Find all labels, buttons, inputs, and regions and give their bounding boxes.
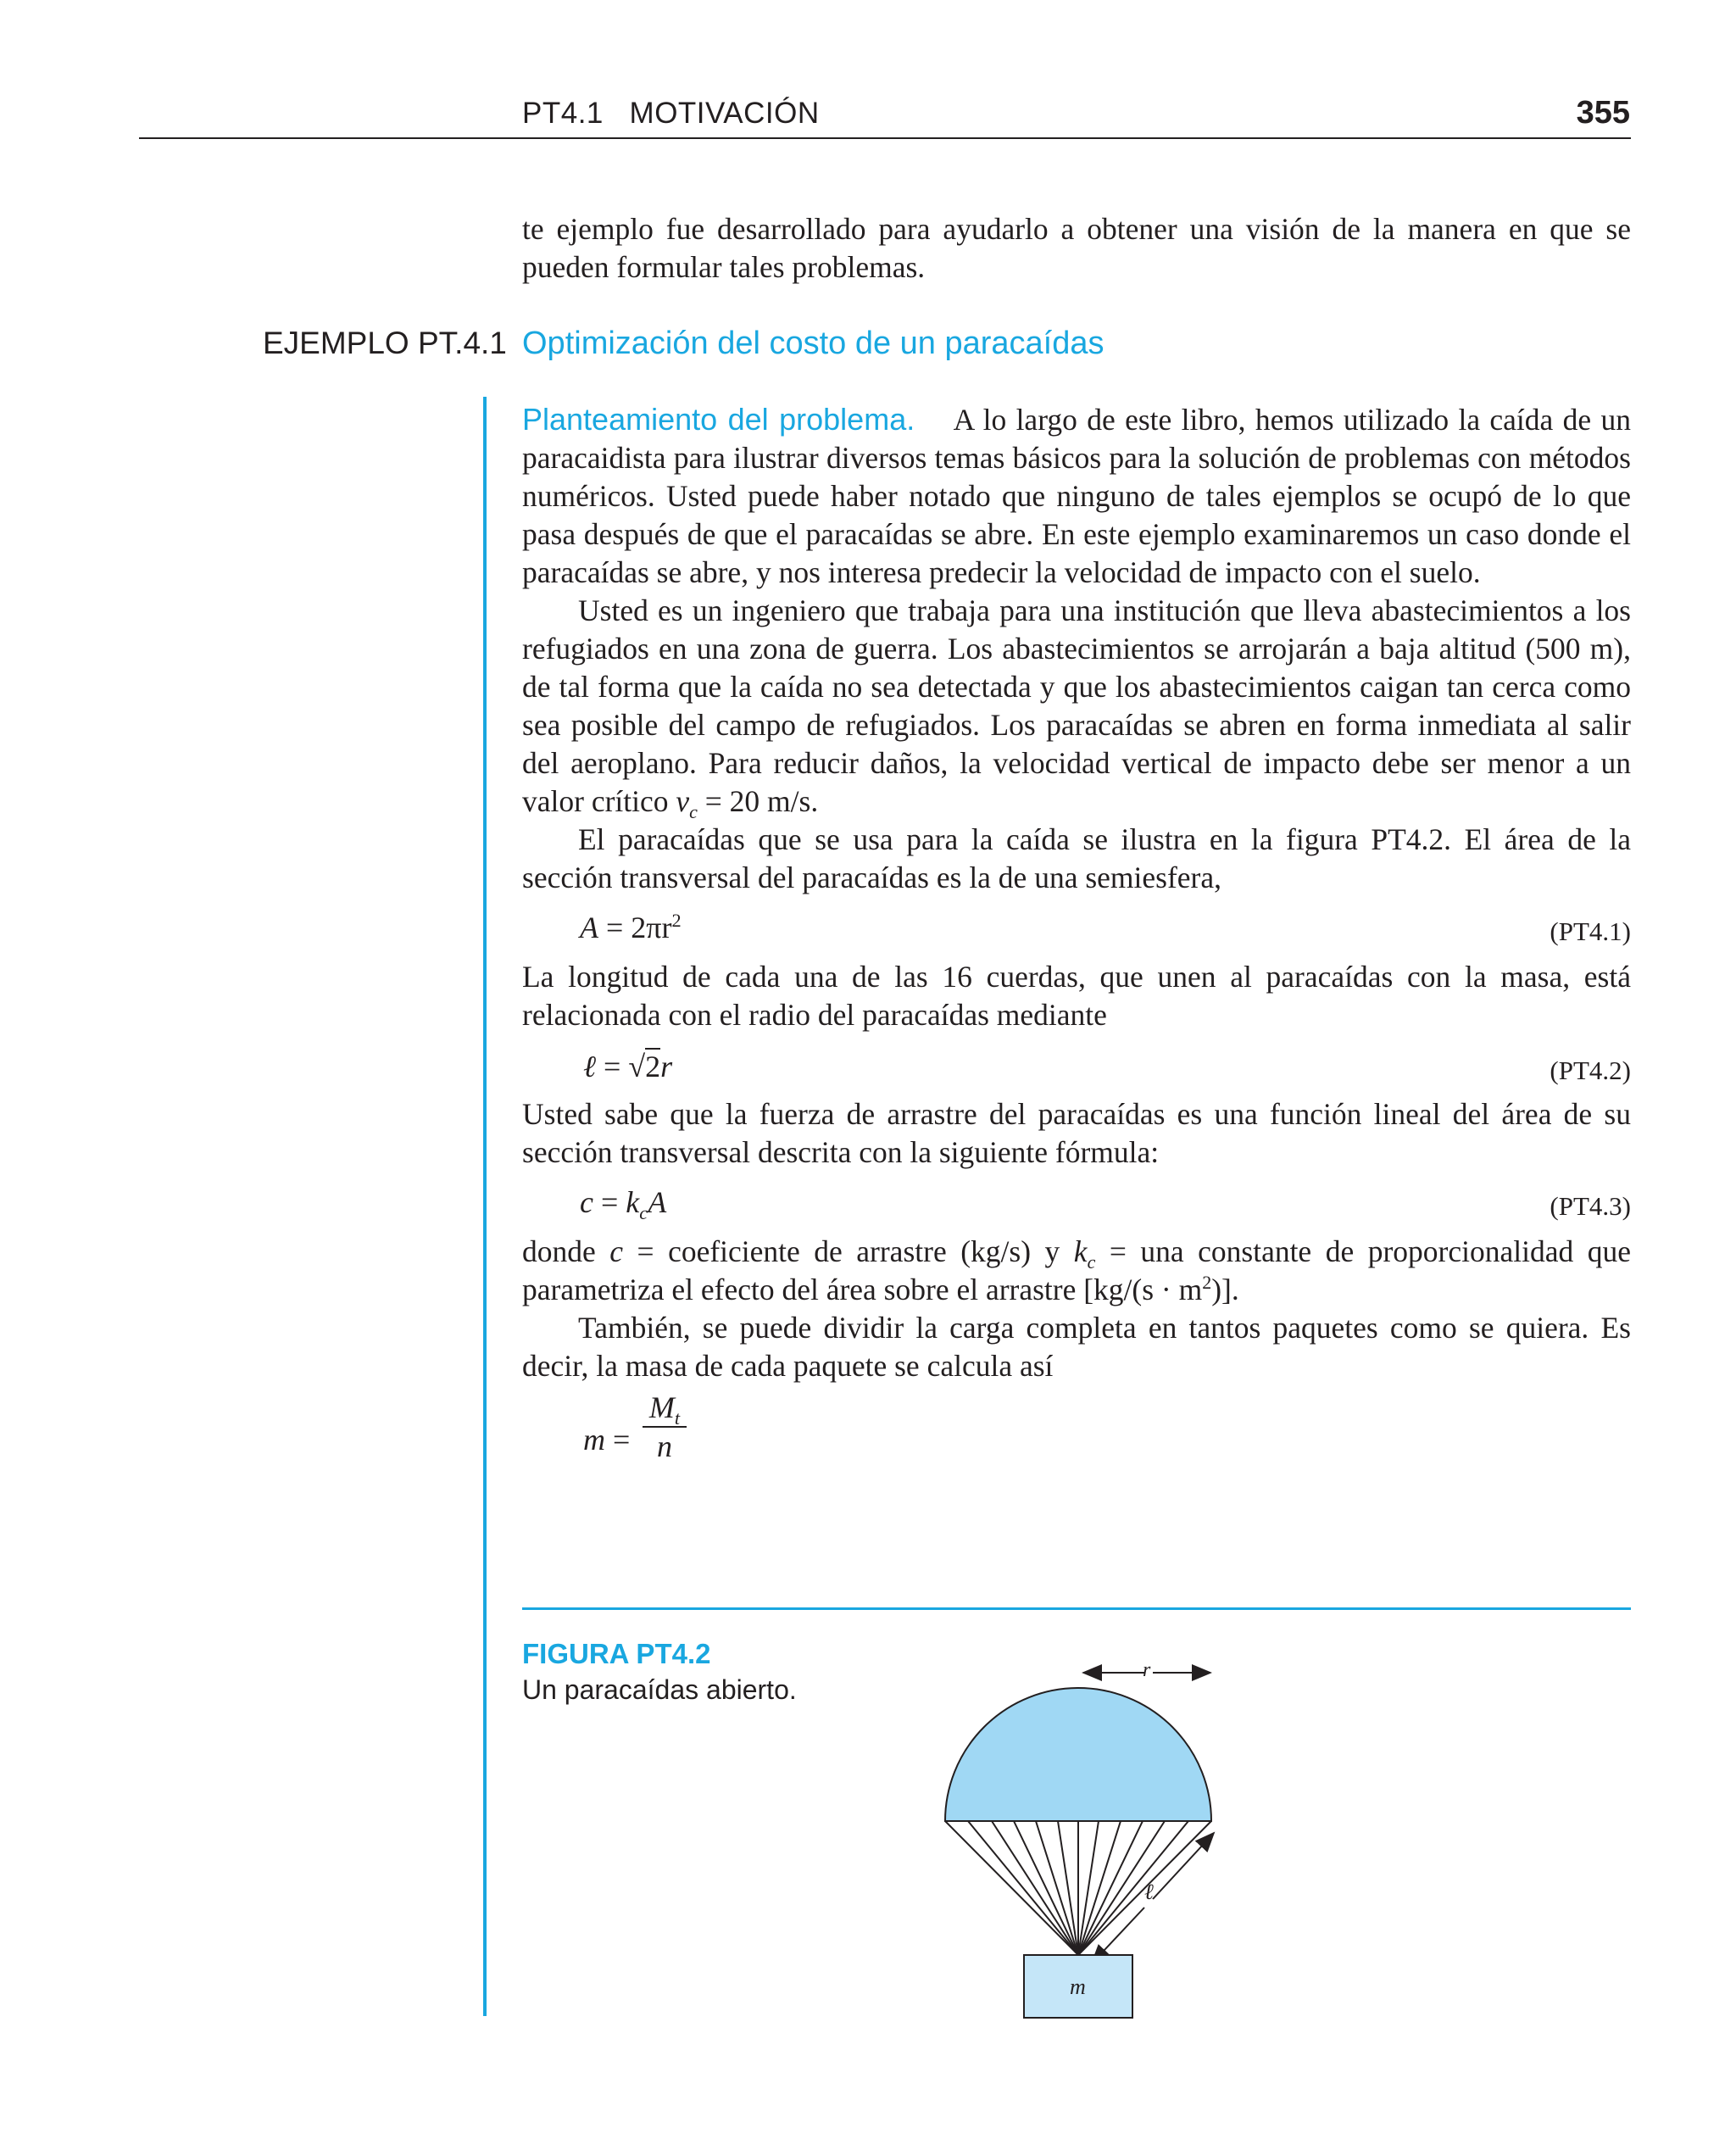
suspension-cords xyxy=(945,1821,1211,1955)
eq4-fraction xyxy=(643,1389,687,1465)
canopy-hemisphere xyxy=(945,1688,1211,1821)
critical-velocity-var: v xyxy=(676,784,690,818)
eq4-numerator xyxy=(643,1389,687,1428)
eq3-eq: = xyxy=(593,1185,626,1219)
eq2-lhs: ℓ xyxy=(583,1050,596,1083)
figure-caption: Un paracaídas abierto. xyxy=(522,1674,797,1705)
figure-rule xyxy=(522,1607,1631,1610)
problem-heading: Planteamiento del problema. xyxy=(522,402,915,437)
eq2-number: (PT4.2) xyxy=(1550,1056,1631,1085)
critical-velocity-sub: c xyxy=(689,801,698,823)
paragraph-1 xyxy=(522,400,1631,592)
parachute-figure xyxy=(915,1645,1238,2035)
page-number: 355 xyxy=(1576,95,1630,131)
cord-length-label: ℓ xyxy=(1144,1880,1154,1904)
eq4-lhs: m xyxy=(583,1423,605,1457)
eq3-k: k xyxy=(626,1185,640,1219)
paragraph-2 xyxy=(522,592,1631,821)
radius-label: r xyxy=(1143,1659,1151,1681)
example-label: EJEMPLO PT.4.1 xyxy=(263,326,507,360)
paragraph-2-text: Usted es un ingeniero que trabaja para una institución que lleva abastecimientos a los refugiados en una zona de guerra. Los abastecimientos se arrojarán a baja altitud (500 m), de tal forma que la caída no sea detectada y que los abastecimientos caigan tan cerca como sea posible del campo de refugiados. Los paracaídas se abren en forma inmediata al salir del aeroplano. Para reducir daños, la velocidad vertical de impacto debe ser menor a un valor crítico xyxy=(522,593,1631,818)
eq2-sqrt-arg: 2 xyxy=(645,1050,661,1083)
p6-var-k-sub: c xyxy=(1087,1251,1096,1273)
p6-var-c: c xyxy=(609,1234,624,1268)
example-side-bar xyxy=(483,397,487,2016)
p6-text-d: = una constante de proporcionalidad que parametriza el efecto del área sobre el arrastre [kg/(s · m xyxy=(522,1234,1631,1306)
eq1-lhs: A xyxy=(580,911,598,944)
example-title: Optimización del costo de un paracaídas xyxy=(522,326,1104,361)
header-section-title: PT4.1 MOTIVACIÓN xyxy=(522,97,820,130)
p6-sup: 2 xyxy=(1202,1272,1212,1294)
eq1-number: (PT4.1) xyxy=(1550,916,1631,946)
p6-text-b: = coeficiente de arrastre (kg/s) y xyxy=(623,1234,1074,1268)
sqrt-sign-icon: √ xyxy=(628,1050,646,1083)
paragraph-5: Usted sabe que la fuerza de arrastre del paracaídas es una función lineal del área de su sección transversal descrita con la siguiente fórmula: xyxy=(522,1097,1631,1169)
p6-text-e: )]. xyxy=(1211,1273,1239,1306)
intro-text: te ejemplo fue desarrollado para ayudarlo a obtener una visión de la manera en que se pueden formular tales problemas. xyxy=(522,212,1631,284)
equation-pt4-3 xyxy=(522,1172,1631,1233)
running-header xyxy=(522,97,820,131)
figure-label: FIGURA PT4.2 xyxy=(522,1638,711,1669)
intro-paragraph xyxy=(522,210,1631,287)
example-body xyxy=(522,400,1631,1479)
p6-var-k: k xyxy=(1073,1234,1088,1268)
eq3-A: A xyxy=(648,1185,667,1219)
eq4-denominator: n xyxy=(657,1429,672,1463)
header-rule xyxy=(139,137,1631,139)
eq3-sub: c xyxy=(639,1202,648,1224)
eq4-eq: = xyxy=(605,1423,638,1457)
eq4-num-sub: t xyxy=(674,1407,681,1429)
paragraph-7: También, se puede dividir la carga completa en tantos paquetes como se quiera. Es decir, la masa de cada paquete se calcula así xyxy=(522,1311,1631,1383)
equation-mass xyxy=(522,1385,1631,1479)
p6-text-a: donde xyxy=(522,1234,610,1268)
eq4-lhs-group xyxy=(583,1421,637,1459)
paragraph-6 xyxy=(522,1233,1631,1309)
mass-label: m xyxy=(1070,1975,1086,1999)
critical-velocity-value: = 20 m/s. xyxy=(697,784,819,818)
equation-pt4-2 xyxy=(522,1034,1631,1095)
eq2-eq: = xyxy=(596,1050,629,1083)
equation-pt4-1 xyxy=(522,897,1631,958)
eq2-r: r xyxy=(660,1050,673,1083)
eq3-number: (PT4.3) xyxy=(1550,1191,1631,1221)
paragraph-1-text: A lo largo de este libro, hemos utilizado la caída de un paracaidista para ilustrar diversos temas básicos para la solución de problemas con métodos numéricos. Usted puede haber notado que ninguno de tales ejemplos se ocupó de lo que pasa después de que el paracaídas se abre. En este ejemplo examinaremos un caso donde el paracaídas se abre, y nos interesa predecir la velocidad de impacto con el suelo. xyxy=(522,403,1631,589)
cord-length-arrow-up xyxy=(1153,1833,1214,1899)
paragraph-4: La longitud de cada una de las 16 cuerdas, que unen al paracaídas con la masa, está relacionada con el radio del paracaídas mediante xyxy=(522,960,1631,1032)
eq1-rhs: = 2πr xyxy=(598,911,672,944)
eq3-lhs: c xyxy=(580,1185,593,1219)
eq4-num: M xyxy=(648,1390,675,1424)
eq1-sup: 2 xyxy=(671,910,682,931)
paragraph-3: El paracaídas que se usa para la caída se ilustra en la figura PT4.2. El área de la sección transversal del paracaídas es la de una semiesfera, xyxy=(522,822,1631,894)
